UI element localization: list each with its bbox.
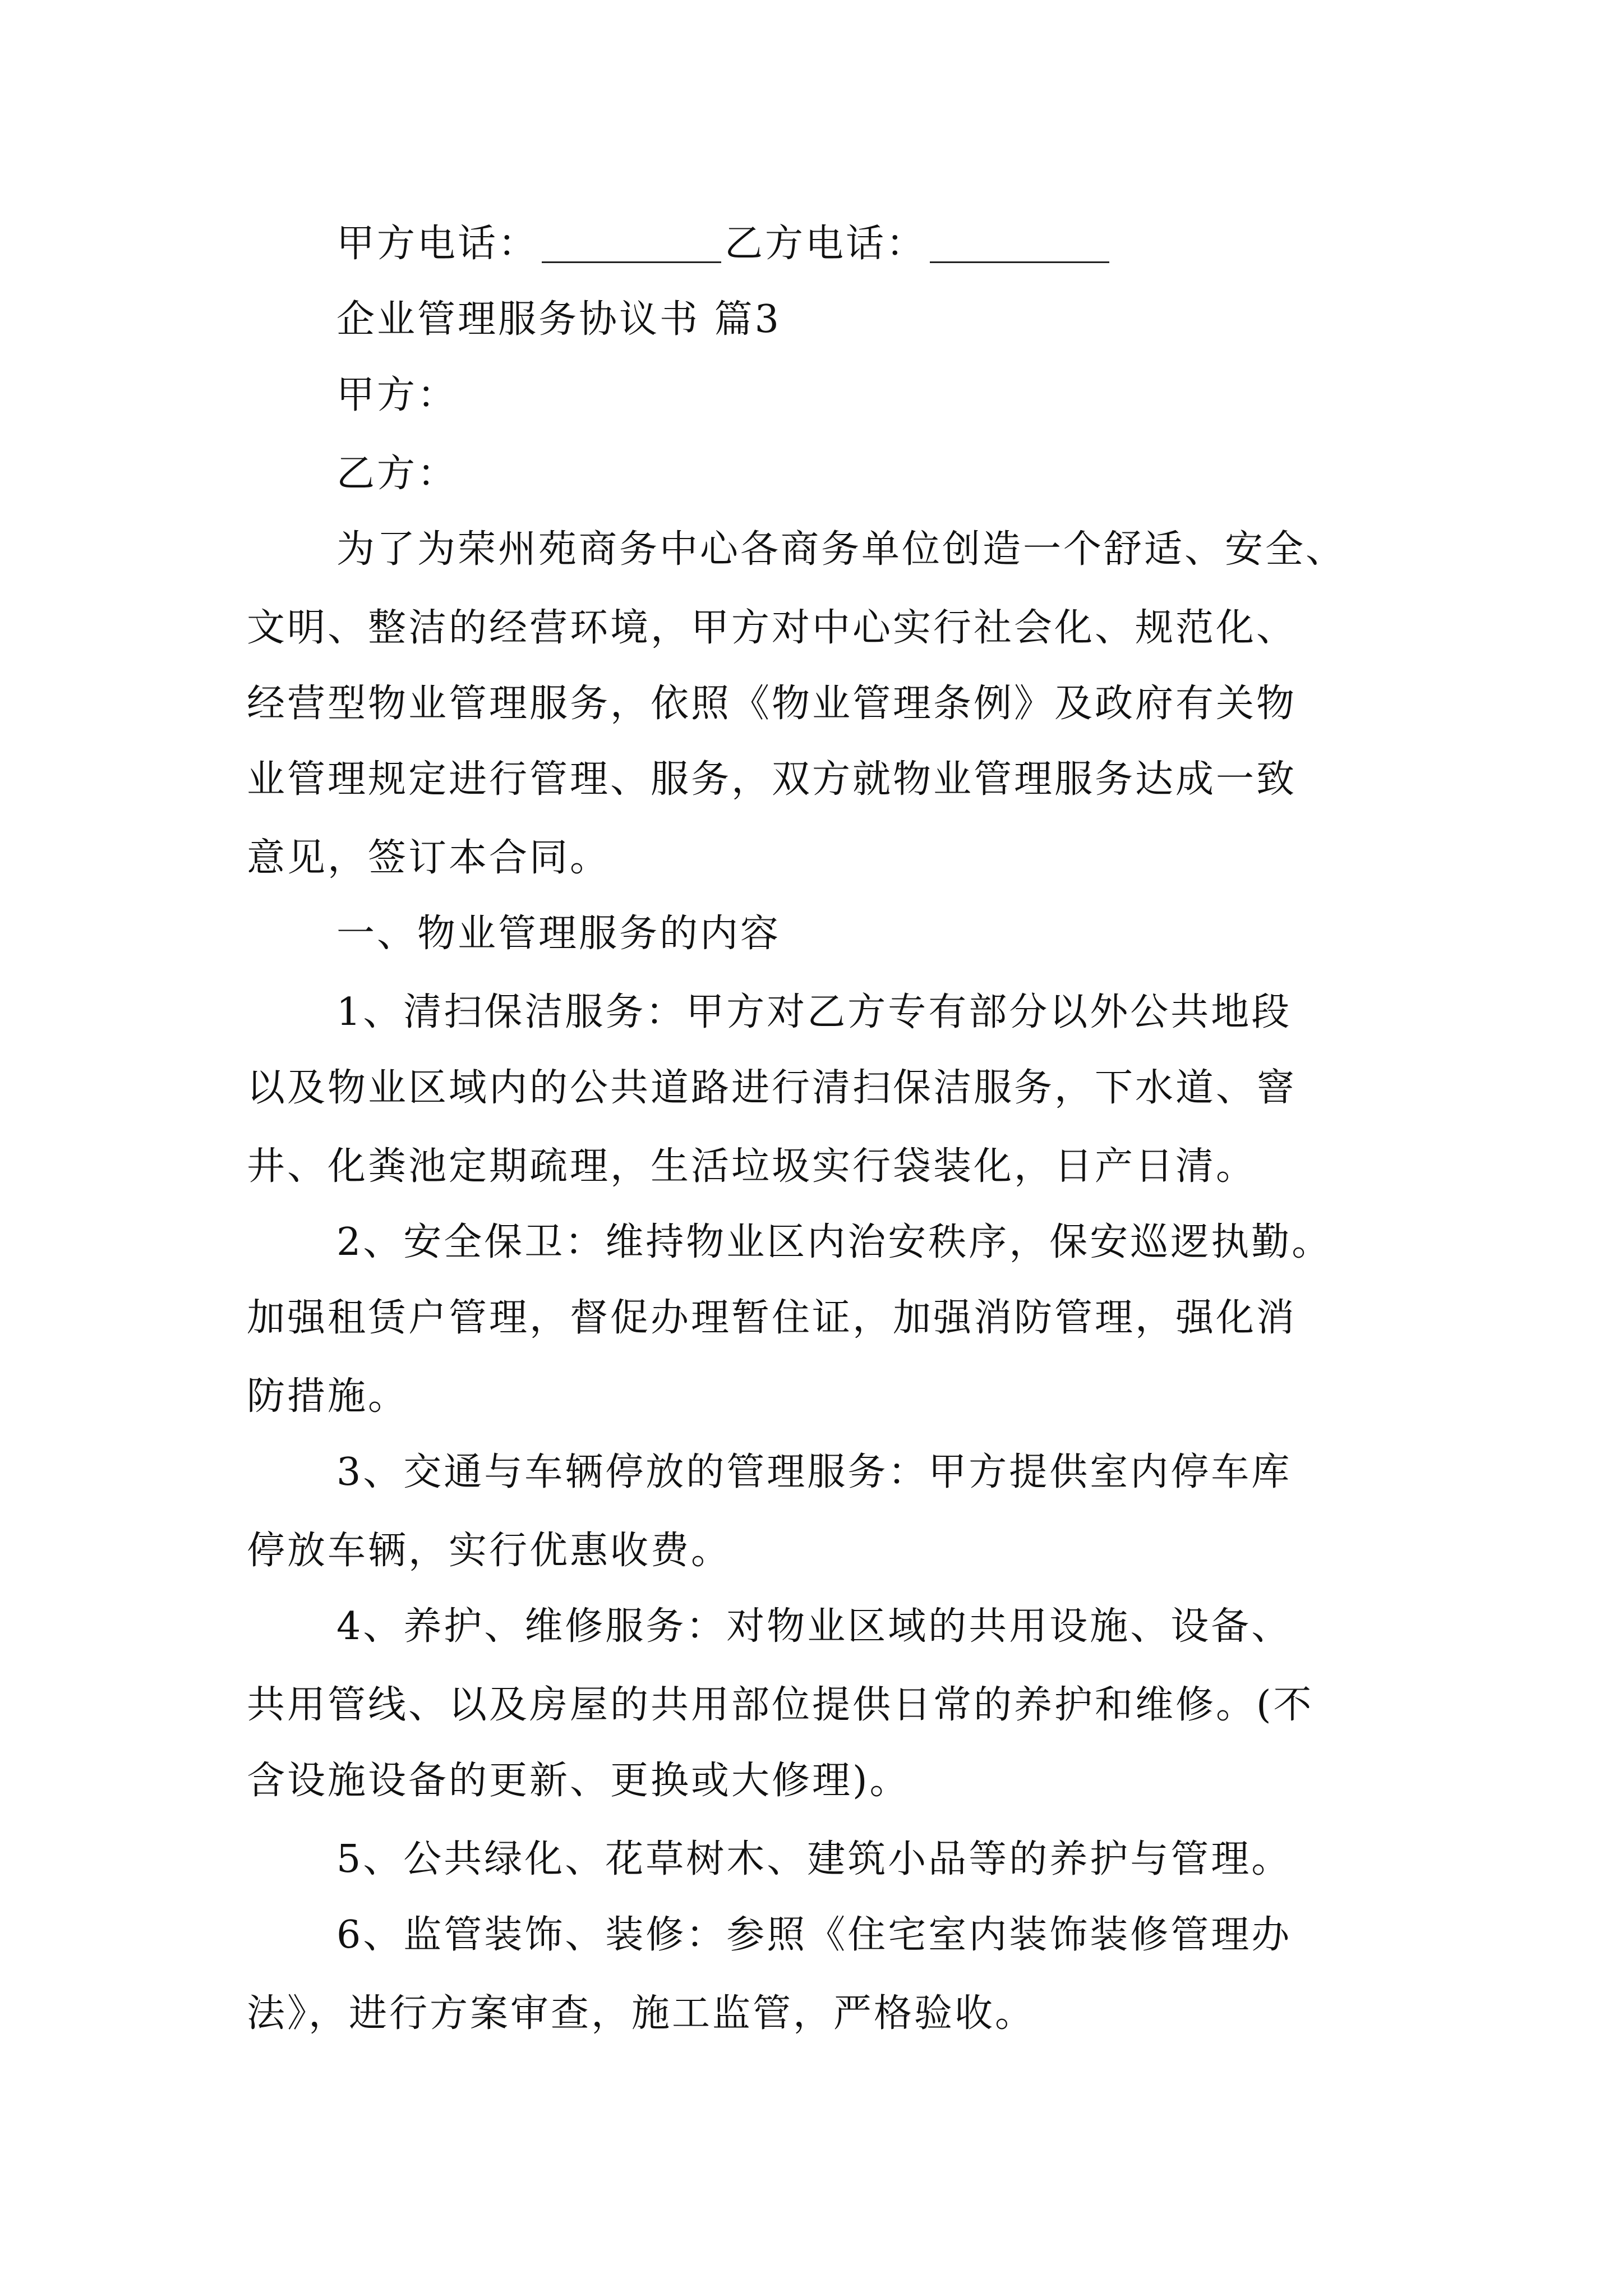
paragraph-line: 业管理规定进行管理、服务，双方就物业管理服务达成一致 [247, 757, 1297, 802]
paragraph-line: 意见，签订本合同。 [247, 836, 611, 880]
party-b-phone-blank [930, 226, 1109, 263]
paragraph-line: 2、安全保卫：维持物业区内治安秩序，保安巡逻执勤。 [336, 1220, 1332, 1264]
paragraph-line: 含设施设备的更新、更换或大修理)。 [247, 1759, 910, 1803]
party-a-phone-blank [542, 226, 721, 263]
paragraph-line: 为了为荣州苑商务中心各商务单位创造一个舒适、安全、 [336, 527, 1347, 572]
paragraph-line: 共用管线、以及房屋的共用部位提供日常的养护和维修。(不 [247, 1683, 1314, 1727]
paragraph-line: 5、公共绿化、花草树木、建筑小品等的养护与管理。 [336, 1837, 1292, 1881]
paragraph-line: 1、清扫保洁服务：甲方对乙方专有部分以外公共地段 [336, 990, 1292, 1034]
phone-line [336, 216, 1402, 272]
paragraph-line: 3、交通与车辆停放的管理服务：甲方提供室内停车库 [336, 1450, 1292, 1494]
paragraph-line: 6、监管装饰、装修：参照《住宅室内装饰装修管理办 [336, 1913, 1292, 1957]
paragraph-line: 文明、整洁的经营环境，甲方对中心实行社会化、规范化、 [247, 606, 1297, 650]
party-a-phone-label: 甲方电话： [336, 222, 539, 266]
paragraph-line: 防措施。 [247, 1374, 409, 1419]
section-heading: 一、物业管理服务的内容 [336, 912, 781, 956]
party-a-line: 甲方： [336, 373, 458, 417]
paragraph-line: 经营型物业管理服务，依照《物业管理条例》及政府有关物 [247, 682, 1297, 726]
paragraph-line: 停放车辆，实行优惠收费。 [247, 1529, 732, 1573]
paragraph-line: 4、养护、维修服务：对物业区域的共用设施、设备、 [336, 1604, 1292, 1649]
party-b-phone-label: 乙方电话： [725, 222, 927, 266]
paragraph-line: 井、化粪池定期疏理，生活垃圾实行袋装化，日产日清。 [247, 1144, 1257, 1189]
paragraph-line: 加强租赁户管理，督促办理暂住证，加强消防管理，强化消 [247, 1296, 1297, 1340]
paragraph-line: 以及物业区域内的公共道路进行清扫保洁服务，下水道、窨 [247, 1066, 1297, 1110]
agreement-title: 企业管理服务协议书 篇3 [336, 297, 781, 342]
paragraph-line: 法》，进行方案审查，施工监管，严格验收。 [247, 1991, 1036, 2036]
party-b-line: 乙方： [336, 452, 458, 496]
